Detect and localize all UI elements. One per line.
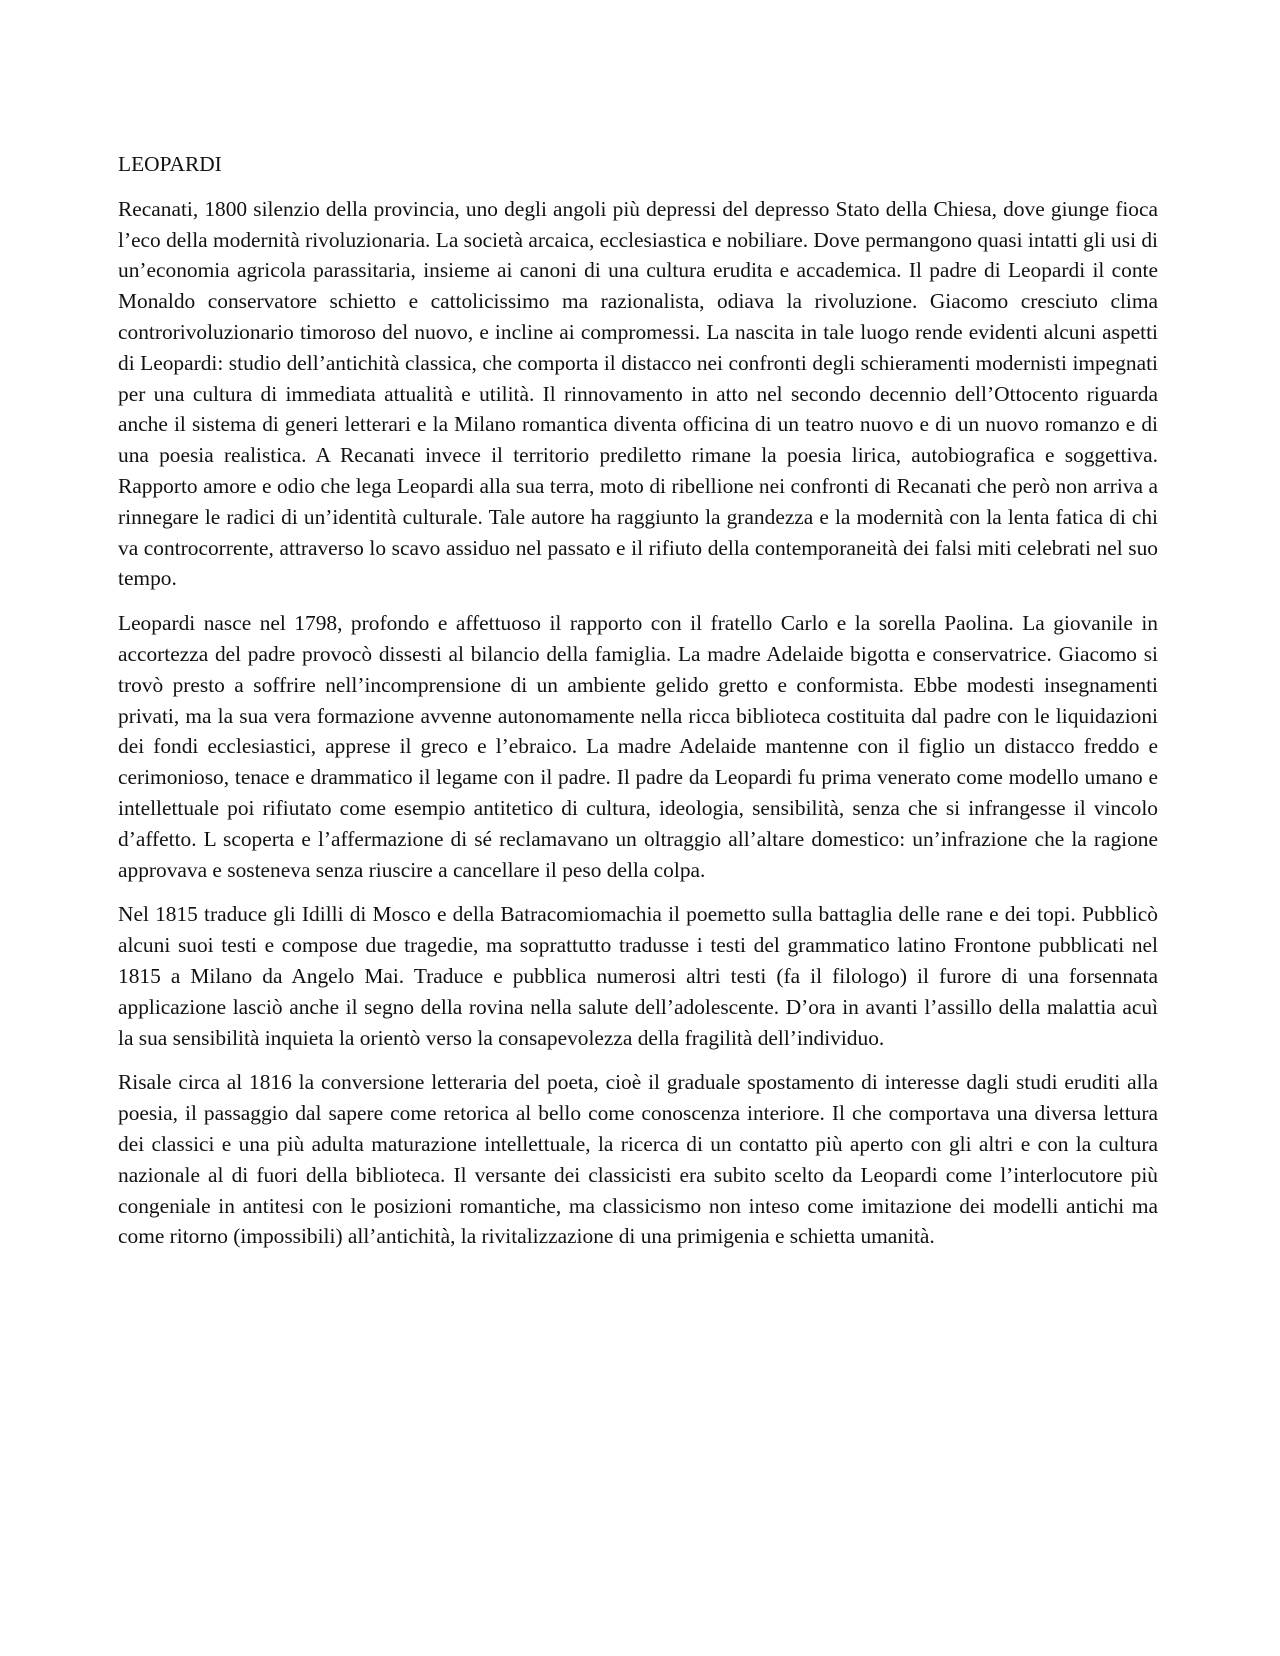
paragraph-recanati: Recanati, 1800 silenzio della provincia, uno degli angoli più depressi del depresso Stato della Chiesa, dove giunge fioca l’eco della modernità rivoluzionaria. La società arcaica, ecclesiastica e nobiliare. Dove permangono quasi intatti gli usi di un’economia agricola parassitaria, insieme ai canoni di una cultura erudita e accademica. Il padre di Leopardi il conte Monaldo conservatore schietto e cattolicissimo ma razionalista, odiava la rivoluzione. Giacomo cresciuto clima controrivoluzionario timoroso del nuovo, e incline ai compromessi. La nascita in tale luogo rende evidenti alcuni aspetti di Leopardi: studio dell’antichità classica, che comporta il distacco nei confronti degli schieramenti modernisti impegnati per una cultura di immediata attualità e utilità. Il rinnovamento in atto nel secondo decennio dell’Ottocento riguarda anche il sistema di generi letterari e la Milano romantica diventa officina di un teatro nuovo e di un nuovo romanzo e di una poesia realistica. A Recanati invece il territorio prediletto rimane la poesia lirica, autobiografica e soggettiva. Rapporto amore e odio che lega Leopardi alla sua terra, moto di ribellione nei confronti di Recanati che però non arriva a rinnegare le radici di un’identità culturale. Tale autore ha raggiunto la grandezza e la modernità con la lenta fatica di chi va controcorrente, attraverso lo scavo assiduo nel passato e il rifiuto della contemporaneità dei falsi miti celebrati nel suo tempo. [118, 196, 1159, 591]
paragraph-translations: Nel 1815 traduce gli Idilli di Mosco e della Batracomiomachia il poemetto sulla battaglia delle rane e dei topi. Pubblicò alcuni suoi testi e compose due tragedie, ma soprattutto tradusse i testi del grammatico latino Frontone pubblicati nel 1815 a Milano da Angelo Mai. Traduce e pubblica numerosi altri testi (fa il filologo) il furore di una forsennata applicazione lasciò anche il segno della rovina nella salute dell’adolescente. D’ora in avanti l’assillo della malattia acuì la sua sensibilità inquieta la orientò verso la consapevolezza della fragilità dell’individuo. [118, 902, 1158, 1050]
paragraph-family: Leopardi nasce nel 1798, profondo e affettuoso il rapporto con il fratello Carlo e la sorella Paolina. La giovanile in accortezza del padre provocò dissesti al bilancio della famiglia. La madre Adelaide bigotta e conservatrice. Giacomo si trovò presto a soffrire nell’incomprensione di un ambiente gelido gretto e conformista. Ebbe modesti insegnamenti privati, ma la sua vera formazione avvenne autonomamente nella ricca biblioteca costituita dal padre con le liquidazioni dei fondi ecclesiastici, apprese il greco e l’ebraico. La madre Adelaide mantenne con il figlio un distacco freddo e cerimonioso, tenace e drammatico il legame con il padre. Il padre da Leopardi fu prima venerato come modello umano e intellettuale poi rifiutato come esempio antitetico di cultura, ideologia, sensibilità, senza che si infrangesse il vincolo d’affetto. L scoperta e l’affermazione di sé reclamavano un oltraggio all’altare domestico: un’infrazione che la ragione approvava e sosteneva senza riuscire a cancellare il peso della colpa. [118, 611, 1158, 882]
paragraph-conversion: Risale circa al 1816 la conversione letteraria del poeta, cioè il graduale spostamento di interesse dagli studi eruditi alla poesia, il passaggio dal sapere come retorica al bello come conoscenza interiore. Il che comportava una diversa lettura dei classici e una più adulta maturazione intellettuale, la ricerca di un contatto più aperto con gli altri e con la cultura nazionale al di fuori della biblioteca. Il versante dei classicisti era subito scelto da Leopardi come l’interlocutore più congeniale in antitesi con le posizioni romantiche, ma classicismo non inteso come imitazione dei modelli antichi ma come ritorno (impossibili) all’antichità, la rivitalizzazione di una primigenia e schietta umanità. [118, 1070, 1158, 1249]
document-body [118, 149, 1158, 1266]
document-title: LEOPARDI [118, 152, 222, 176]
